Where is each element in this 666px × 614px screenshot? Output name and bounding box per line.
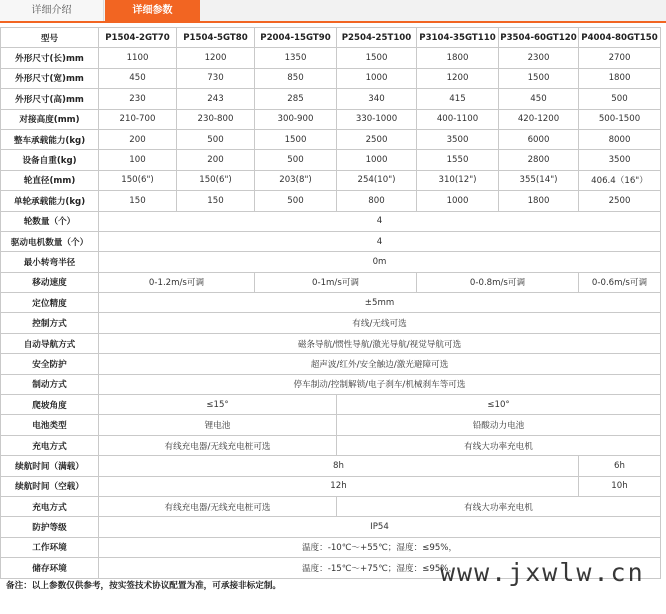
table-cell: 100 xyxy=(99,150,177,170)
table-cell: 415 xyxy=(417,89,499,109)
table-cell: 243 xyxy=(177,89,255,109)
table-row-work-env xyxy=(1,537,661,557)
row-label: 爬坡角度 xyxy=(1,395,99,415)
row-label: 充电方式 xyxy=(1,496,99,516)
table-cell: 450 xyxy=(499,89,579,109)
table-row-endurance-full xyxy=(1,456,661,476)
table-cell: 2500 xyxy=(579,191,661,211)
table-cell: 锂电池 xyxy=(99,415,337,435)
table-cell: ≤10° xyxy=(337,395,661,415)
row-label: 防护等级 xyxy=(1,517,99,537)
table-row-width xyxy=(1,68,661,88)
table-cell: 500 xyxy=(579,89,661,109)
table-cell: 8h xyxy=(99,456,579,476)
table-cell: 0-1m/s可调 xyxy=(255,272,417,292)
table-cell: 500-1500 xyxy=(579,109,661,129)
table-cell: 1000 xyxy=(337,150,417,170)
table-cell: 406.4（16"） xyxy=(579,170,661,190)
row-label: 续航时间（满载） xyxy=(1,456,99,476)
table-cell: 150(6") xyxy=(177,170,255,190)
table-cell: 800 xyxy=(337,191,417,211)
table-cell: 285 xyxy=(255,89,337,109)
table-cell: 有线/无线可选 xyxy=(99,313,661,333)
table-row-navigation xyxy=(1,333,661,353)
table-cell: 230 xyxy=(99,89,177,109)
table-row-slope xyxy=(1,395,661,415)
table-row-wheel-capacity xyxy=(1,191,661,211)
model-cell: P3104-35GT110 xyxy=(417,28,499,48)
model-cell: P4004-80GT150 xyxy=(579,28,661,48)
table-cell: ≤15° xyxy=(99,395,337,415)
table-cell: 6000 xyxy=(499,129,579,149)
table-row-length xyxy=(1,48,661,68)
table-cell: 230-800 xyxy=(177,109,255,129)
table-cell: ±5mm xyxy=(99,293,661,313)
table-row-turn-radius xyxy=(1,252,661,272)
table-cell: 850 xyxy=(255,68,337,88)
table-row-brake xyxy=(1,374,661,394)
table-row-wheel-count xyxy=(1,211,661,231)
model-cell: P2504-25T100 xyxy=(337,28,417,48)
table-cell: 730 xyxy=(177,68,255,88)
model-cell: P2004-15GT90 xyxy=(255,28,337,48)
table-row-charge-2 xyxy=(1,496,661,516)
row-label: 充电方式 xyxy=(1,435,99,455)
watermark: www.jxwlw.cn xyxy=(440,558,645,587)
table-cell: 10h xyxy=(579,476,661,496)
table-cell: 磁条导航/惯性导航/激光导航/视觉导航可选 xyxy=(99,333,661,353)
table-cell: 420-1200 xyxy=(499,109,579,129)
table-cell: 2300 xyxy=(499,48,579,68)
table-cell: 温度：-15℃～+75℃；湿度：≤95%， xyxy=(99,558,661,578)
row-label: 单轮承载能力(kg) xyxy=(1,191,99,211)
row-label: 最小转弯半径 xyxy=(1,252,99,272)
table-cell: 有线大功率充电机 xyxy=(337,435,661,455)
table-cell: 3500 xyxy=(417,129,499,149)
table-cell: 310(12") xyxy=(417,170,499,190)
table-cell: 2800 xyxy=(499,150,579,170)
tab-bar xyxy=(0,0,666,23)
table-row-speed xyxy=(1,272,661,292)
table-cell: 254(10") xyxy=(337,170,417,190)
table-cell: 300-900 xyxy=(255,109,337,129)
footnote: 备注：以上参数仅供参考，按实签技术协议配置为准，可承接非标定制。 xyxy=(6,581,282,591)
table-cell: 203(8") xyxy=(255,170,337,190)
table-row-protection xyxy=(1,517,661,537)
model-cell: P1504-2GT70 xyxy=(99,28,177,48)
spec-table xyxy=(0,27,661,579)
row-label: 设备自重(kg) xyxy=(1,150,99,170)
table-cell: 210-700 xyxy=(99,109,177,129)
table-cell: 4 xyxy=(99,211,661,231)
table-cell: 铅酸动力电池 xyxy=(337,415,661,435)
table-cell: 400-1100 xyxy=(417,109,499,129)
table-row-height xyxy=(1,89,661,109)
table-cell: 200 xyxy=(99,129,177,149)
table-cell: 500 xyxy=(255,191,337,211)
table-cell: 1800 xyxy=(417,48,499,68)
table-cell: 1100 xyxy=(99,48,177,68)
table-cell: 150 xyxy=(99,191,177,211)
table-cell: 150 xyxy=(177,191,255,211)
model-cell: P3504-60GT120 xyxy=(499,28,579,48)
table-cell: 12h xyxy=(99,476,579,496)
table-cell: 330-1000 xyxy=(337,109,417,129)
table-cell: 1000 xyxy=(337,68,417,88)
table-row-precision xyxy=(1,293,661,313)
table-cell: 150(6") xyxy=(99,170,177,190)
row-label: 驱动电机数量（个） xyxy=(1,231,99,251)
table-cell: 355(14") xyxy=(499,170,579,190)
table-cell: 1000 xyxy=(417,191,499,211)
table-cell: 0m xyxy=(99,252,661,272)
row-label: 外形尺寸(高)mm xyxy=(1,89,99,109)
table-cell: 0-1.2m/s可调 xyxy=(99,272,255,292)
row-label: 外形尺寸(宽)mm xyxy=(1,68,99,88)
table-cell: 超声波/红外/安全触边/激光避障可选 xyxy=(99,354,661,374)
table-row-model xyxy=(1,28,661,48)
table-cell: 1200 xyxy=(177,48,255,68)
row-label: 整车承载能力(kg) xyxy=(1,129,99,149)
table-cell: 有线充电器/无线充电桩可选 xyxy=(99,496,337,516)
table-row-safety xyxy=(1,354,661,374)
table-row-dock-height xyxy=(1,109,661,129)
table-cell: 4 xyxy=(99,231,661,251)
table-row-capacity xyxy=(1,129,661,149)
row-label: 轮直径(mm) xyxy=(1,170,99,190)
row-label: 定位精度 xyxy=(1,293,99,313)
table-cell: 1800 xyxy=(499,191,579,211)
table-cell: IP54 xyxy=(99,517,661,537)
table-cell: 0-0.6m/s可调 xyxy=(579,272,661,292)
table-cell: 有线充电器/无线充电桩可选 xyxy=(99,435,337,455)
table-cell: 1350 xyxy=(255,48,337,68)
row-label: 控制方式 xyxy=(1,313,99,333)
table-row-motor-count xyxy=(1,231,661,251)
tab-detail-params[interactable]: 详细参数 xyxy=(105,0,200,21)
row-label: 安全防护 xyxy=(1,354,99,374)
row-label: 型号 xyxy=(1,28,99,48)
table-row-wheel-diameter xyxy=(1,170,661,190)
table-cell: 温度：-10℃～+55℃；湿度：≤95%， xyxy=(99,537,661,557)
tab-detail-intro[interactable]: 详细介绍 xyxy=(0,0,104,21)
row-label: 制动方式 xyxy=(1,374,99,394)
table-cell: 3500 xyxy=(579,150,661,170)
table-row-endurance-empty xyxy=(1,476,661,496)
table-cell: 2500 xyxy=(337,129,417,149)
table-cell: 2700 xyxy=(579,48,661,68)
table-cell: 1800 xyxy=(579,68,661,88)
model-cell: P1504-5GT80 xyxy=(177,28,255,48)
table-row-battery xyxy=(1,415,661,435)
table-cell: 1500 xyxy=(499,68,579,88)
row-label: 储存环境 xyxy=(1,558,99,578)
table-row-weight xyxy=(1,150,661,170)
row-label: 轮数量（个） xyxy=(1,211,99,231)
row-label: 自动导航方式 xyxy=(1,333,99,353)
table-cell: 1550 xyxy=(417,150,499,170)
table-cell: 6h xyxy=(579,456,661,476)
table-row-charge xyxy=(1,435,661,455)
row-label: 工作环境 xyxy=(1,537,99,557)
table-cell: 1200 xyxy=(417,68,499,88)
row-label: 续航时间（空载） xyxy=(1,476,99,496)
table-row-control xyxy=(1,313,661,333)
table-cell: 1500 xyxy=(337,48,417,68)
table-cell: 450 xyxy=(99,68,177,88)
row-label: 电池类型 xyxy=(1,415,99,435)
row-label: 移动速度 xyxy=(1,272,99,292)
table-cell: 0-0.8m/s可调 xyxy=(417,272,579,292)
table-cell: 停车制动/控制解锁/电子刹车/机械刹车等可选 xyxy=(99,374,661,394)
row-label: 对接高度(mm) xyxy=(1,109,99,129)
table-cell: 500 xyxy=(177,129,255,149)
table-cell: 200 xyxy=(177,150,255,170)
table-cell: 1500 xyxy=(255,129,337,149)
table-cell: 有线大功率充电机 xyxy=(337,496,661,516)
table-cell: 340 xyxy=(337,89,417,109)
table-cell: 8000 xyxy=(579,129,661,149)
table-cell: 500 xyxy=(255,150,337,170)
row-label: 外形尺寸(长)mm xyxy=(1,48,99,68)
